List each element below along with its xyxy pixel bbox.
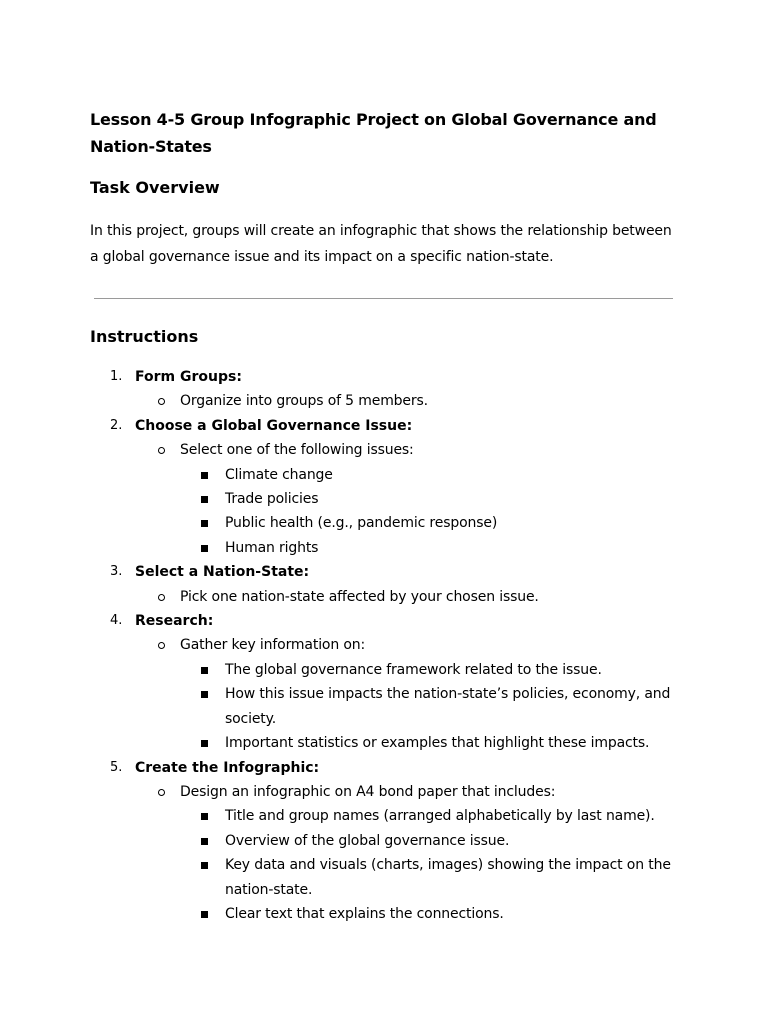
task-overview-text: In this project, groups will create an infographic that shows the relationship between a global governance issue and its impact on a specific nation-state. — [90, 223, 672, 265]
step-number: 3. — [110, 564, 123, 580]
bullet-text: Key data and visuals (charts, images) showing the impact on the nation-state. — [225, 857, 671, 898]
step-title: Create the Infographic: — [135, 759, 320, 776]
square-bullet-icon — [201, 862, 208, 869]
sub-item-text: Gather key information on: — [180, 637, 366, 654]
bullet-text: How this issue impacts the nation-state’s policies, economy, and society. — [225, 686, 671, 727]
sub-item-text: Organize into groups of 5 members. — [180, 393, 428, 410]
square-bullet-icon — [201, 813, 208, 820]
bullet-text: Trade policies — [225, 491, 319, 508]
square-bullet-icon — [201, 472, 208, 479]
document-page — [90, 106, 680, 926]
hollow-circle-bullet-icon — [158, 398, 165, 405]
square-bullet-icon — [201, 545, 208, 552]
task-overview-heading: Task Overview — [90, 178, 220, 197]
step-number: 5. — [110, 759, 123, 775]
step-2 — [90, 414, 680, 560]
bullet-item — [180, 731, 680, 755]
bullet-list — [180, 658, 680, 756]
square-bullet-icon — [201, 911, 208, 918]
bullet-item — [180, 511, 680, 535]
step-title: Choose a Global Governance Issue: — [135, 417, 413, 434]
bullet-text: Climate change — [225, 466, 333, 483]
step-sublist — [135, 633, 680, 755]
bullet-text: The global governance framework related to the issue. — [225, 661, 602, 678]
square-bullet-icon — [201, 667, 208, 674]
bullet-text: Important statistics or examples that highlight these impacts. — [225, 735, 650, 752]
hollow-circle-bullet-icon — [158, 789, 165, 796]
sub-item — [135, 389, 680, 413]
bullet-text: Public health (e.g., pandemic response) — [225, 515, 498, 532]
step-title: Select a Nation-State: — [135, 564, 310, 581]
square-bullet-icon — [201, 496, 208, 503]
bullet-text: Title and group names (arranged alphabetically by last name). — [225, 808, 655, 825]
instructions-list — [90, 365, 680, 926]
bullet-item — [180, 682, 680, 731]
sub-item-text: Pick one nation-state affected by your chosen issue. — [180, 588, 539, 605]
hollow-circle-bullet-icon — [158, 594, 165, 601]
square-bullet-icon — [201, 838, 208, 845]
horizontal-divider — [94, 298, 673, 299]
step-sublist — [135, 389, 680, 413]
square-bullet-icon — [201, 740, 208, 747]
hollow-circle-bullet-icon — [158, 447, 165, 454]
sub-item — [135, 780, 680, 926]
sub-item — [135, 438, 680, 560]
bullet-item — [180, 658, 680, 682]
bullet-item — [180, 902, 680, 926]
step-sublist — [135, 438, 680, 560]
bullet-item — [180, 829, 680, 853]
bullet-text: Overview of the global governance issue. — [225, 832, 510, 849]
step-title: Form Groups: — [135, 369, 242, 385]
bullet-text: Human rights — [225, 539, 319, 556]
instructions-heading: Instructions — [90, 327, 199, 346]
bullet-item — [180, 853, 680, 902]
step-number: 2. — [110, 417, 123, 433]
bullet-item — [180, 536, 680, 560]
bullet-list — [180, 804, 680, 926]
step-4 — [90, 609, 680, 755]
square-bullet-icon — [201, 520, 208, 527]
step-number: 4. — [110, 613, 123, 629]
sub-item — [135, 585, 680, 609]
hollow-circle-bullet-icon — [158, 642, 165, 649]
sub-item — [135, 633, 680, 755]
bullet-list — [180, 463, 680, 561]
bullet-item — [180, 487, 680, 511]
step-number: 1. — [110, 369, 123, 384]
step-title: Research: — [135, 613, 214, 630]
step-5 — [90, 756, 680, 927]
step-sublist — [135, 585, 680, 609]
sub-item-text: Select one of the following issues: — [180, 442, 414, 459]
step-1 — [90, 365, 680, 414]
document-title: Lesson 4-5 Group Infographic Project on Global Governance and Nation-States — [90, 110, 657, 156]
square-bullet-icon — [201, 691, 208, 698]
bullet-text: Clear text that explains the connections. — [225, 905, 504, 922]
bullet-item — [180, 804, 680, 828]
bullet-item — [180, 463, 680, 487]
sub-item-text: Design an infographic on A4 bond paper that includes: — [180, 783, 556, 800]
step-sublist — [135, 780, 680, 926]
step-3 — [90, 560, 680, 609]
